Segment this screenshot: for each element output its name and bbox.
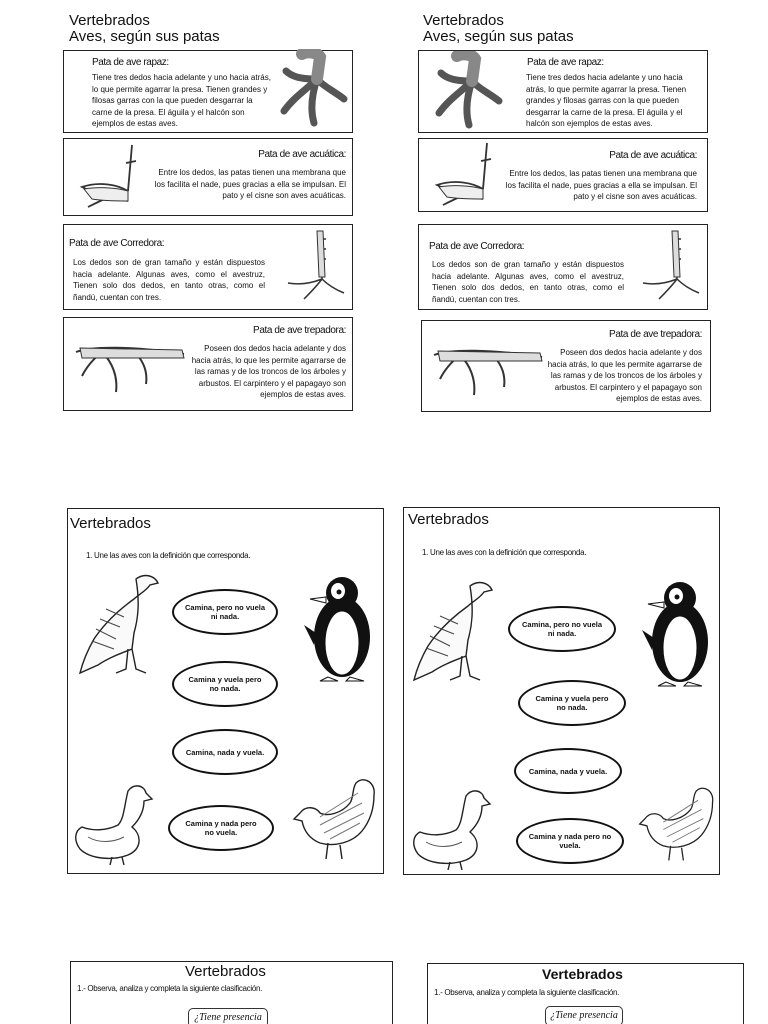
classification-instruction: 1.- Observa, analiza y completa la siguiente clasificación. (434, 988, 620, 997)
aquatic-foot-image (74, 141, 146, 213)
card-heading: Pata de ave Corredora: (69, 238, 165, 249)
duck-image (72, 779, 158, 865)
eagle-image (76, 569, 162, 677)
runner-foot-image (282, 229, 348, 307)
card-description: Entre los dedos, las patas tienen una membrana que los facilita el nade, pues gracias a ella se impulsan. El pato y el cisne son aves acuáticas. (154, 168, 346, 200)
card-description: Poseen dos dedos hacia adelante y dos hacia atrás, lo que les permite agarrarse de las ramas y de los troncos de los árboles y arbustos. El carpintero y el papagayo son ejemplos de estas aves. (191, 344, 346, 399)
raptor-foot-image (272, 49, 352, 129)
worksheet-left (67, 508, 384, 874)
card-corredora-left (63, 224, 353, 310)
worksheet-instruction: 1. Une las aves con la definición que corresponda. (86, 551, 251, 560)
classification-instruction: 1.- Observa, analiza y completa la siguiente clasificación. (77, 984, 263, 993)
worksheet-instruction: 1. Une las aves con la definición que corresponda. (422, 548, 587, 557)
page-title-left (69, 13, 220, 45)
card-heading: Pata de ave trepadora: (253, 325, 346, 336)
card-description: Tiene tres dedos hacia adelante y uno hacia atrás, lo que permite agarrar la presa. Tienen grandes y filosas garras con la que pueden desgarrar la carne de la presa. El águila y el halcón son ejemplos de estas aves. (526, 73, 687, 128)
runner-foot-image (637, 229, 703, 307)
card-description: Los dedos son de gran tamaño y están dispuestos hacia adelante. Algunas aves, como el avestruz, Tienen solo dos dedos, en tanto otras, como el ñandú, cuentan con tres. (432, 260, 624, 304)
card-rapaz-left (63, 50, 353, 133)
presence-box: ¿Tiene presencia (545, 1006, 623, 1024)
climber-foot-image (72, 332, 190, 398)
raptor-foot-image (425, 51, 509, 131)
answer-oval[interactable]: Camina y vuela pero no nada. (172, 661, 278, 707)
card-description: Tiene tres dedos hacia adelante y uno hacia atrás, lo que permite agarrar la presa. Tienen grandes y filosas garras con la que pueden desgarrar la carne de la presa. El águila y el halcón son ejemplos de estas aves. (92, 73, 271, 128)
classification-sheet-right (427, 963, 744, 1024)
aquatic-foot-image (429, 139, 501, 211)
classification-title: Vertebrados (185, 963, 266, 980)
subtitle-text: Aves, según sus patas (69, 28, 220, 45)
worksheet-right (403, 507, 720, 875)
answer-oval[interactable]: Camina y nada pero no vuela. (516, 818, 624, 864)
card-acuatica-right (418, 138, 708, 212)
climber-foot-image (430, 335, 548, 401)
title-text: Vertebrados (423, 12, 504, 29)
classification-sheet-left (70, 961, 393, 1024)
card-trepadora-right (421, 320, 711, 412)
worksheet-title: Vertebrados (408, 511, 489, 528)
answer-oval[interactable]: Camina, pero no vuela ni nada. (172, 589, 278, 635)
answer-oval[interactable]: Camina, nada y vuela. (514, 748, 622, 794)
card-acuatica-left (63, 138, 353, 216)
hen-image (290, 773, 380, 865)
card-rapaz-right (418, 50, 708, 133)
penguin-image (640, 578, 714, 688)
card-heading: Pata de ave rapaz: (92, 57, 169, 68)
worksheet-title: Vertebrados (70, 515, 151, 532)
card-heading: Pata de ave acuática: (258, 149, 346, 160)
card-heading: Pata de ave rapaz: (527, 57, 604, 68)
answer-oval[interactable]: Camina, pero no vuela ni nada. (508, 606, 616, 652)
card-heading: Pata de ave trepadora: (609, 329, 702, 340)
answer-oval[interactable]: Camina y vuela pero no nada. (518, 680, 626, 726)
duck-image (410, 784, 496, 870)
card-description: Los dedos son de gran tamaño y están dispuestos hacia adelante. Algunas aves, como el avestruz, Tienen solo dos dedos, en tanto otras, como el ñandú, cuentan con tres. (73, 258, 265, 302)
card-heading: Pata de ave Corredora: (429, 241, 525, 252)
card-description: Poseen dos dedos hacia adelante y dos hacia atrás, lo que les permite agarrarse de las ramas y de los troncos de los árboles y arbustos. El carpintero y el papagayo son ejemplos de estas aves. (547, 348, 702, 403)
page-title-right (423, 13, 574, 45)
card-corredora-right (418, 224, 708, 310)
subtitle-text: Aves, según sus patas (423, 28, 574, 45)
eagle-image (410, 576, 496, 684)
hen-image (636, 778, 718, 870)
card-heading: Pata de ave acuática: (609, 150, 697, 161)
presence-box: ¿Tiene presencia (188, 1008, 268, 1024)
card-trepadora-left (63, 317, 353, 411)
title-text: Vertebrados (69, 12, 150, 29)
answer-oval[interactable]: Camina y nada pero no vuela. (168, 805, 274, 851)
penguin-image (302, 573, 376, 683)
classification-title: Vertebrados (542, 966, 623, 982)
answer-oval[interactable]: Camina, nada y vuela. (172, 729, 278, 775)
card-description: Entre los dedos, las patas tienen una membrana que los facilita el nade, pues gracias a ella se impulsan. El pato y el cisne son aves acuáticas. (505, 169, 697, 201)
